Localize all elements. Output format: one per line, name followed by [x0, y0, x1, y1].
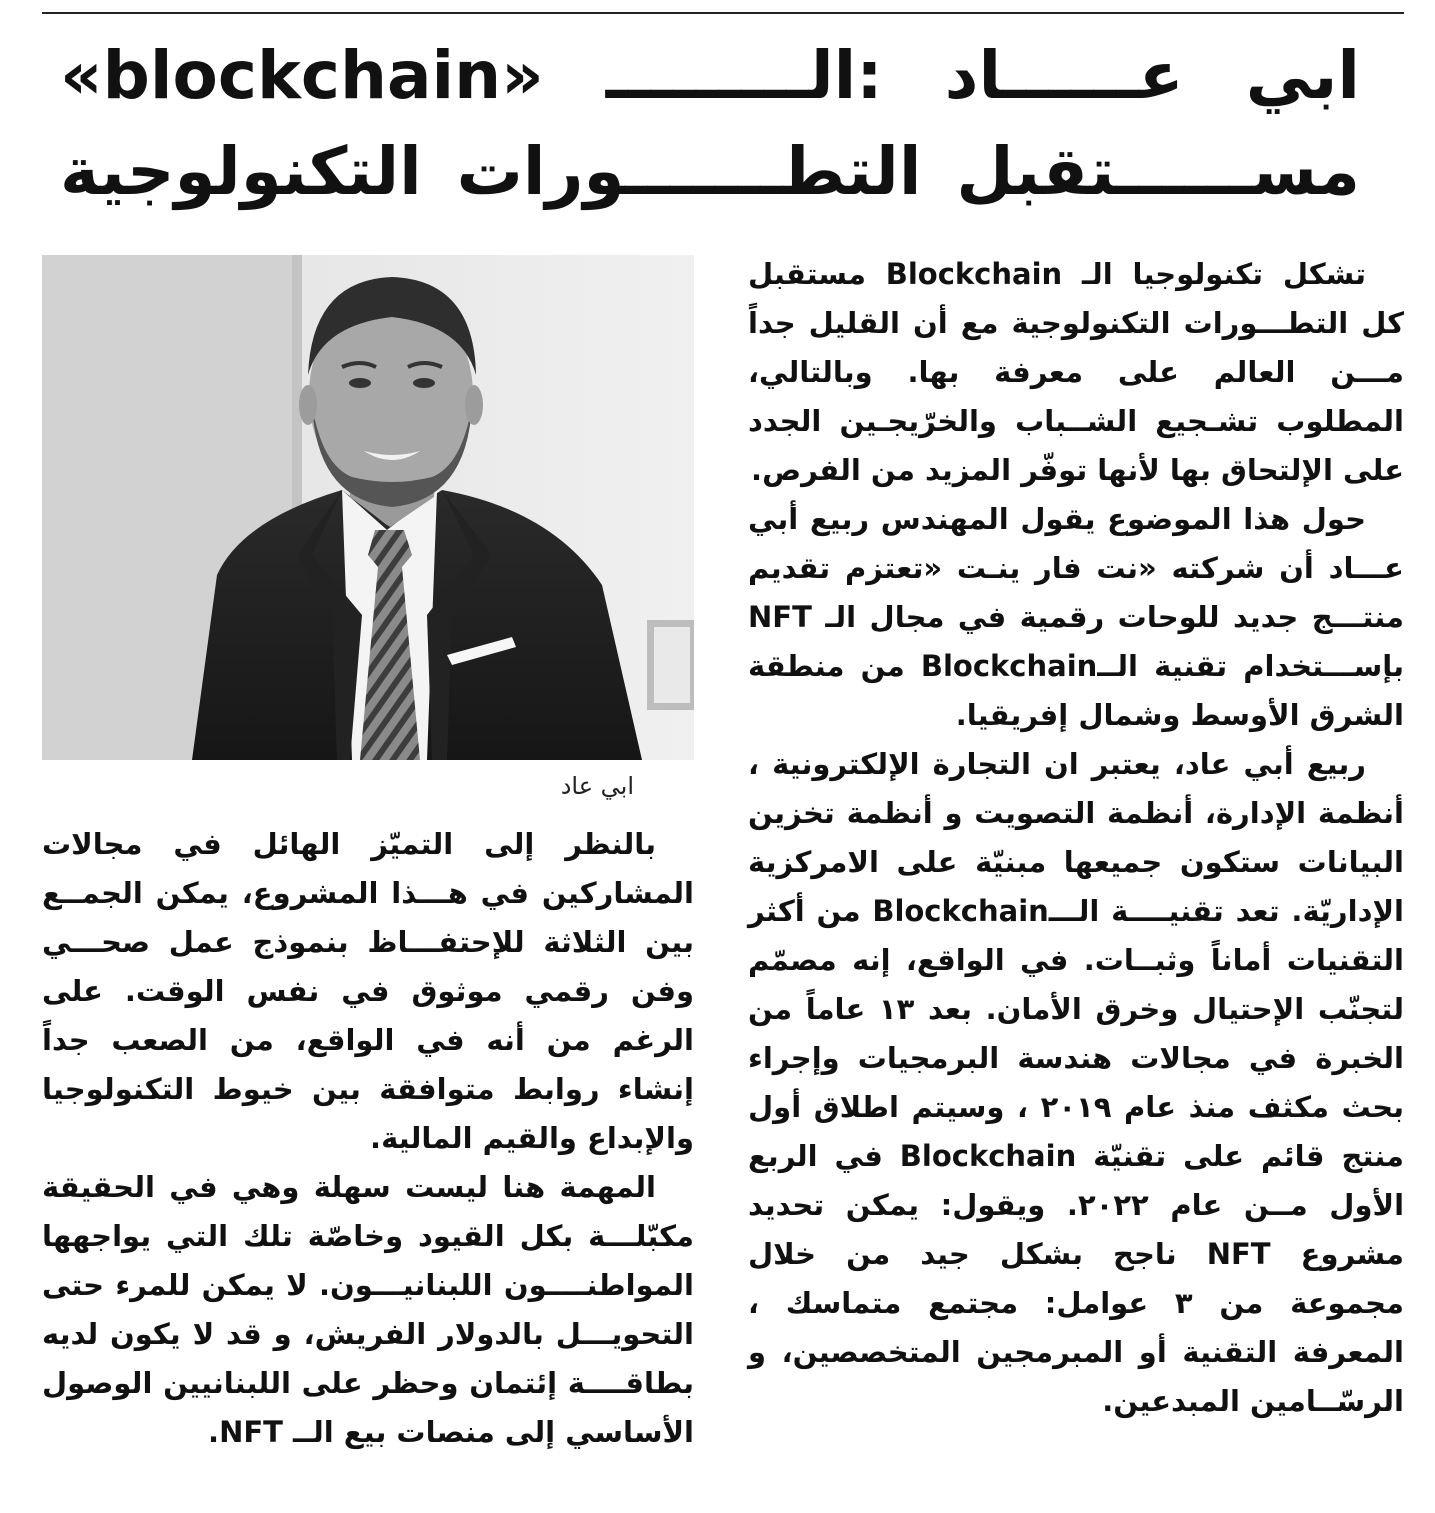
top-rule — [42, 12, 1404, 14]
article-right-column — [748, 250, 1404, 1426]
paragraph: حول هذا الموضوع يقول المهندس ربيع أبي عـــاد أن شركته «نت فار ينـت «تعتزم تقديم منتـــج جديد للوحات رقمية في مجال الـ NFT بإســـتخدام تقنية الــBlockchain من منطقة الشرق الأوسط وشمال إفريقيا. — [748, 502, 1404, 732]
photo-caption: ابي عاد — [560, 772, 634, 800]
paragraph: ربيع أبي عاد، يعتبر ان التجارة الإلكترونية ، أنظمة الإدارة، أنظمة التصويت و أنظمة تخزين البيانات ستكون جميعها مبنيّة على الامركزية الإداريّة. تعد تقنيــــة الـــBlockchain من أكثر التقنيات أماناً وثبــات. في الواقع، إنه مصمّم لتجنّب الإحتيال وخرق الأمان. بعد ١٣ عاماً من الخبرة في مجالات هندسة البرمجيات وإجراء بحث مكثف منذ عام ٢٠١٩ ، وسيتم اطلاق أول منتج قائم على تقنيّة Blockchain في الربع الأول مــن عام ٢٠٢٢. ويقول: يمكن تحديد مشروع NFT ناجح بشكل جيد من خلال مجموعة من ٣ عوامل: مجتمع متماسك ، المعرفة التقنية أو المبرمجين المتخصصين، و الرسّــامين المبدعين. — [748, 747, 1405, 1418]
headline-line-1: ابي عــــــاد :الـــــــــ «blockchain» — [60, 37, 1360, 114]
article-left-column — [42, 820, 694, 1457]
paragraph: بالنظر إلى التميّز الهائل في مجالات المشاركين في هـــذا المشروع، يمكن الجمــع بين الثلاثة للإحتفـــاظ بنموذج عمل صحـــي وفن رقمي موثوق في نفس الوقت. على الرغم من أنه في الواقع، من الصعب جداً إنشاء روابط متوافقة بين خيوط التكنولوجيا والإبداع والقيم المالية. — [42, 827, 694, 1155]
headline-line-2: مســــــتقبل التطـــــــورات التكنولوجية — [60, 133, 1360, 210]
paragraph: المهمة هنا ليست سهلة وهي في الحقيقة مكبّلـــة بكل القيود وخاصّة تلك التي يواجهها المواطنــــون اللبنانيـــون. لا يمكن للمرء حتى التحويـــل بالدولار الفريش، و قد لا يكون لديه بطاقــــة إئتمان وحظر على اللبنانيين الوصول الأساسي إلى منصات بيع الــ NFT. — [42, 1170, 694, 1449]
headline — [60, 28, 1360, 220]
paragraph: تشكل تكنولوجيا الـ Blockchain مستقبل كل التطـــورات التكنولوجية مع أن القليل جداً مـــن العالم على معرفة بها. وبالتالي، المطلوب تشـجيع الشــباب والخرّيجـين الجدد على الإلتحاق بها لأنها توفّر المزيد من الفرص. — [748, 257, 1404, 487]
portrait-photo-icon — [42, 255, 694, 760]
portrait-photo — [42, 255, 694, 760]
